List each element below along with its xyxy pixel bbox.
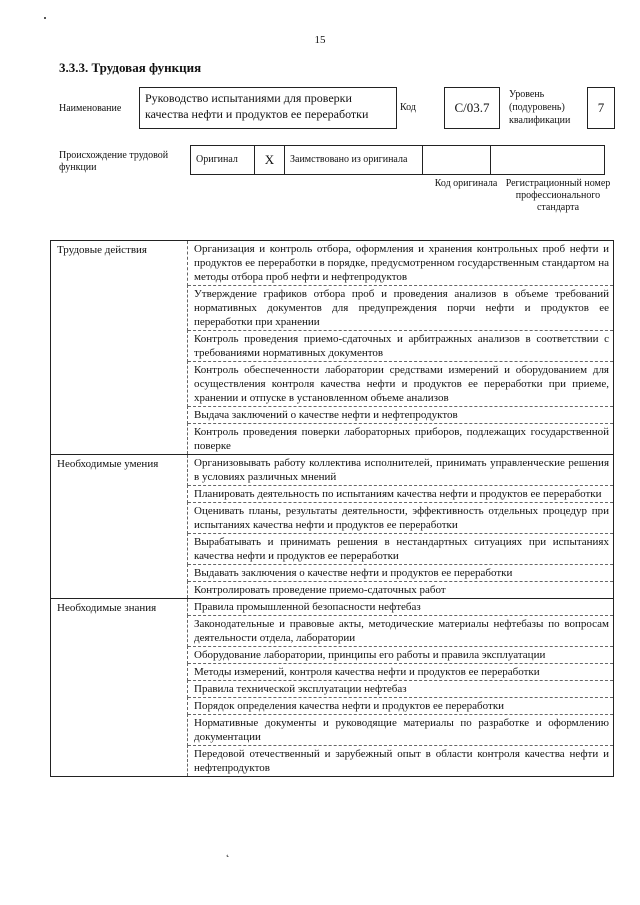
original-mark: X xyxy=(255,146,285,175)
section-heading: 3.3.3. Трудовая функция xyxy=(59,60,202,75)
page-number: 15 xyxy=(314,34,326,46)
table-row xyxy=(51,599,614,616)
scan-speck xyxy=(44,17,46,19)
group-item: Вырабатывать и принимать решения в нестандартных ситуациях при испытаниях качества нефти и продуктов ее переработки xyxy=(188,534,614,565)
group-item: Контролировать проведение приемо-сдаточных работ xyxy=(188,582,614,599)
function-name-value: Руководство испытаниями для проверки качества нефти и продуктов ее переработки xyxy=(139,87,397,129)
table-row xyxy=(51,455,614,486)
group-item: Методы измерений, контроля качества нефти и продуктов ее переработки xyxy=(188,664,614,681)
stray-mark: ˛ xyxy=(226,846,230,858)
group-item: Оборудование лаборатории, принципы его работы и правила эксплуатации xyxy=(188,647,614,664)
group-item: Порядок определения качества нефти и продуктов ее переработки xyxy=(188,698,614,715)
code-label: Код xyxy=(400,102,416,113)
group-item: Передовой отечественный и зарубежный опыт в области контроля качества нефти и нефтепродуктов xyxy=(188,746,614,777)
group-item: Организовывать работу коллектива исполнителей, принимать управленческие решения в условиях различных мнений xyxy=(188,455,614,486)
group-item: Нормативные документы и руководящие материалы по разработке и оформлению документации xyxy=(188,715,614,746)
origin-label: Происхождение трудовой функции xyxy=(59,150,169,173)
level-label: Уровень (подуровень) квалификации xyxy=(509,89,571,126)
table-row xyxy=(51,241,614,286)
work-function-table xyxy=(50,240,614,777)
group-item: Утверждение графиков отбора проб и проведения анализов в объеме требований нормативных документов для предупреждения порчи нефти и продуктов ее переработки при хранении xyxy=(188,286,614,331)
group-item: Законодательные и правовые акты, методические материалы нефтебазы по вопросам деятельности отдела, лаборатории xyxy=(188,616,614,647)
registration-number-caption: Регистрационный номер профессионального стандарта xyxy=(505,178,611,213)
function-code-value: С/03.7 xyxy=(444,87,500,129)
level-value: 7 xyxy=(587,87,615,129)
original-code-cell xyxy=(423,146,491,175)
group-title: Необходимые знания xyxy=(51,599,188,777)
original-label: Оригинал xyxy=(191,146,255,175)
group-item: Правила промышленной безопасности нефтебаз xyxy=(188,599,614,616)
group-item: Контроль проведения приемо-сдаточных и арбитражных анализов в соответствии с требованиями нормативных документов xyxy=(188,331,614,362)
group-item: Контроль обеспеченности лаборатории средствами измерений и оборудованием для осуществления контроля качества нефти и продуктов ее переработки при приеме, хранении и отпуске в установленном объеме анализов xyxy=(188,362,614,407)
group-title: Необходимые умения xyxy=(51,455,188,599)
group-item: Оценивать планы, результаты деятельности, эффективность отдельных процедур при испытаниях качества нефти и продуктов ее переработки xyxy=(188,503,614,534)
borrowed-label: Заимствовано из оригинала xyxy=(285,146,423,175)
original-code-caption: Код оригинала xyxy=(434,178,498,189)
origin-table xyxy=(190,145,605,175)
group-item: Выдавать заключения о качестве нефти и продуктов ее переработки xyxy=(188,565,614,582)
group-item: Выдача заключений о качестве нефти и нефтепродуктов xyxy=(188,407,614,424)
group-item: Организация и контроль отбора, оформления и хранения контрольных проб нефти и продуктов ее переработки в порядке, предусмотренном государственным стандартом на методы отбора проб нефти и нефтепродуктов xyxy=(188,241,614,286)
group-item: Контроль проведения поверки лабораторных приборов, подлежащих государственной поверке xyxy=(188,424,614,455)
group-item: Правила технической эксплуатации нефтебаз xyxy=(188,681,614,698)
registration-number-cell xyxy=(491,146,605,175)
group-item: Планировать деятельность по испытаниям качества нефти и продуктов ее переработки xyxy=(188,486,614,503)
group-title: Трудовые действия xyxy=(51,241,188,455)
name-label: Наименование xyxy=(59,103,122,114)
